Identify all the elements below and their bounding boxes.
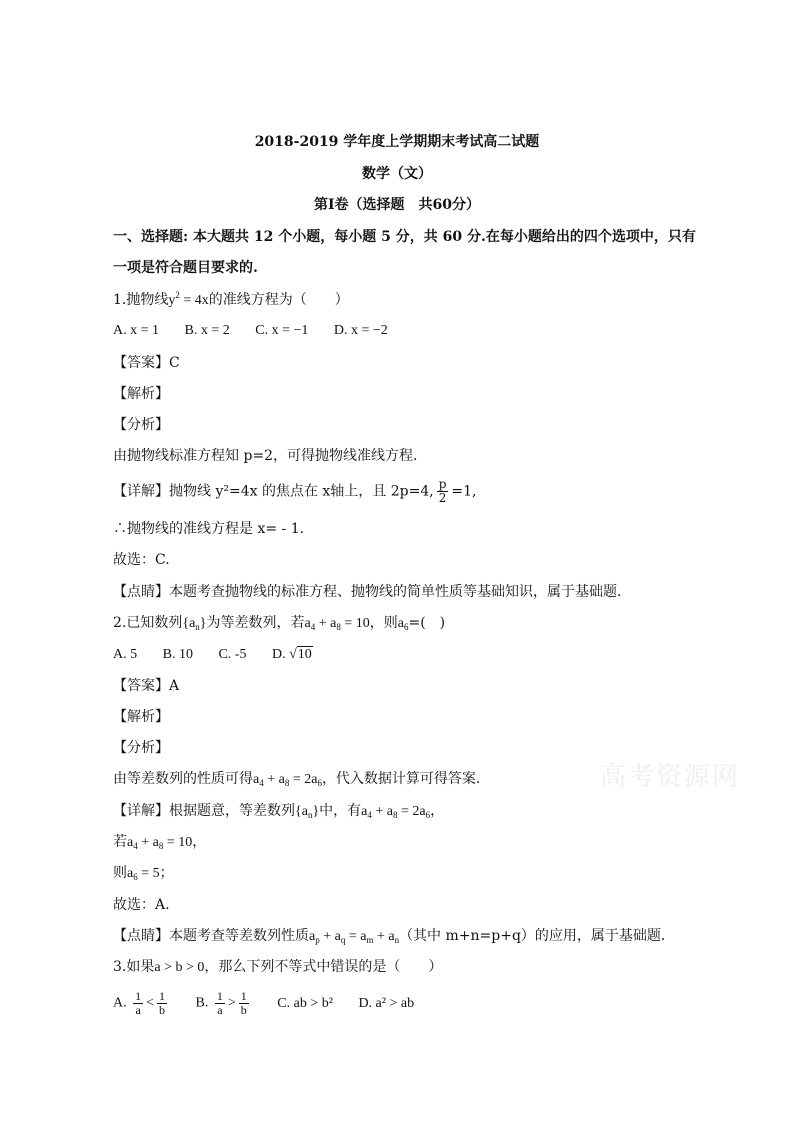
q2-choose: 故选：A.: [113, 897, 170, 913]
q2-stem: 2.已知数列$\{a_n\}$为等差数列，若$a_4 + a_8 = 10$，则$a_6=$( ): [113, 615, 446, 632]
q1-jiexi: 【解析】: [113, 386, 169, 402]
q1-option-b: B. x = 2: [184, 323, 230, 338]
q1-answer: 【答案】C: [113, 355, 180, 371]
exam-subject: 数学（文）: [362, 166, 432, 182]
exam-title: 2018-2019 学年度上学期期末考试高二试题: [254, 134, 540, 150]
q3-option-a: A. $\frac{1}{a}$ < $\frac{1}{b}$: [113, 989, 166, 1017]
q3-option-c: C. ab > b²: [277, 995, 333, 1011]
q1-analysis: 由抛物线标准方程知 p=2，可得抛物线准线方程．: [113, 448, 428, 464]
q1-fraction: $\frac{p}{2}$: [438, 477, 447, 505]
section-heading-line1: 一、选择题: 本大题共 12 个小题，每小题 5 分，共 60 分.在每小题给出的四个选项中，只有: [113, 229, 696, 245]
q2-answer: 【答案】A: [113, 678, 180, 694]
q2-comment: 【点睛】本题考查等差数列性质$a_p + a_q = a_m + a_n$（其中 m+n=p+q）的应用，属于基础题．: [113, 928, 675, 945]
q2-analysis: 由等差数列的性质可得$a_4 + a_8 = 2a_6$，代入数据计算可得答案．: [113, 771, 490, 788]
q1-option-d: D. x = −2: [333, 323, 388, 338]
q2-detail: 【详解】根据题意，等差数列$\{a_n\}$中，有$a_4 + a_8 = 2a_6$，: [113, 803, 445, 820]
q2-option-d: D. √10: [271, 647, 312, 662]
q1-comment: 【点睛】本题考查抛物线的标准方程、抛物线的简单性质等基础知识，属于基础题．: [113, 584, 631, 600]
q1-option-c: C. x = −1: [255, 323, 309, 338]
q3-option-b: B. $\frac{1}{a}$ > $\frac{1}{b}$: [195, 989, 247, 1017]
q1-option-a: A. x = 1: [113, 323, 160, 338]
q1-detail: 【详解】抛物线 y²=4x 的焦点在 x轴上，且 2p=4, $\frac{p}{2}$ =1,: [113, 477, 477, 505]
q3-options: [113, 990, 436, 1017]
q2-options: [113, 645, 335, 665]
q1-conclusion: ∴抛物线的准线方程是 x= - 1．: [113, 521, 314, 537]
q2-then-line: 则$a_6 = 5$；: [113, 865, 174, 882]
q2-option-c: C. -5: [218, 647, 247, 662]
q3-stem: 3.如果a > b > 0，那么下列不等式中错误的是（ ）: [113, 959, 443, 975]
q2-jiexi: 【解析】: [113, 709, 169, 725]
section-heading-line2: 一项是符合题目要求的.: [113, 260, 258, 276]
q2-option-b: B. 10: [162, 647, 193, 662]
q1-equation: $y^2 = 4x$: [168, 290, 209, 308]
q1-options: [113, 321, 410, 341]
q1-fenxi: 【分析】: [113, 417, 169, 433]
q1-choose: 故选：C.: [113, 552, 170, 568]
q3-option-d: D. a² > ab: [358, 995, 415, 1011]
q2-fenxi: 【分析】: [113, 740, 169, 756]
watermark: 高考资源网: [600, 762, 741, 792]
exam-volume: 第Ⅰ卷（选择题 共60分）: [313, 197, 481, 213]
q1-stem: 1.抛物线$y^2 = 4x$的准线方程为（ ）: [113, 290, 349, 308]
q2-option-a: A. 5: [113, 647, 138, 662]
q2-if-line: 若$a_4 + a_8 = 10$，: [113, 834, 207, 851]
